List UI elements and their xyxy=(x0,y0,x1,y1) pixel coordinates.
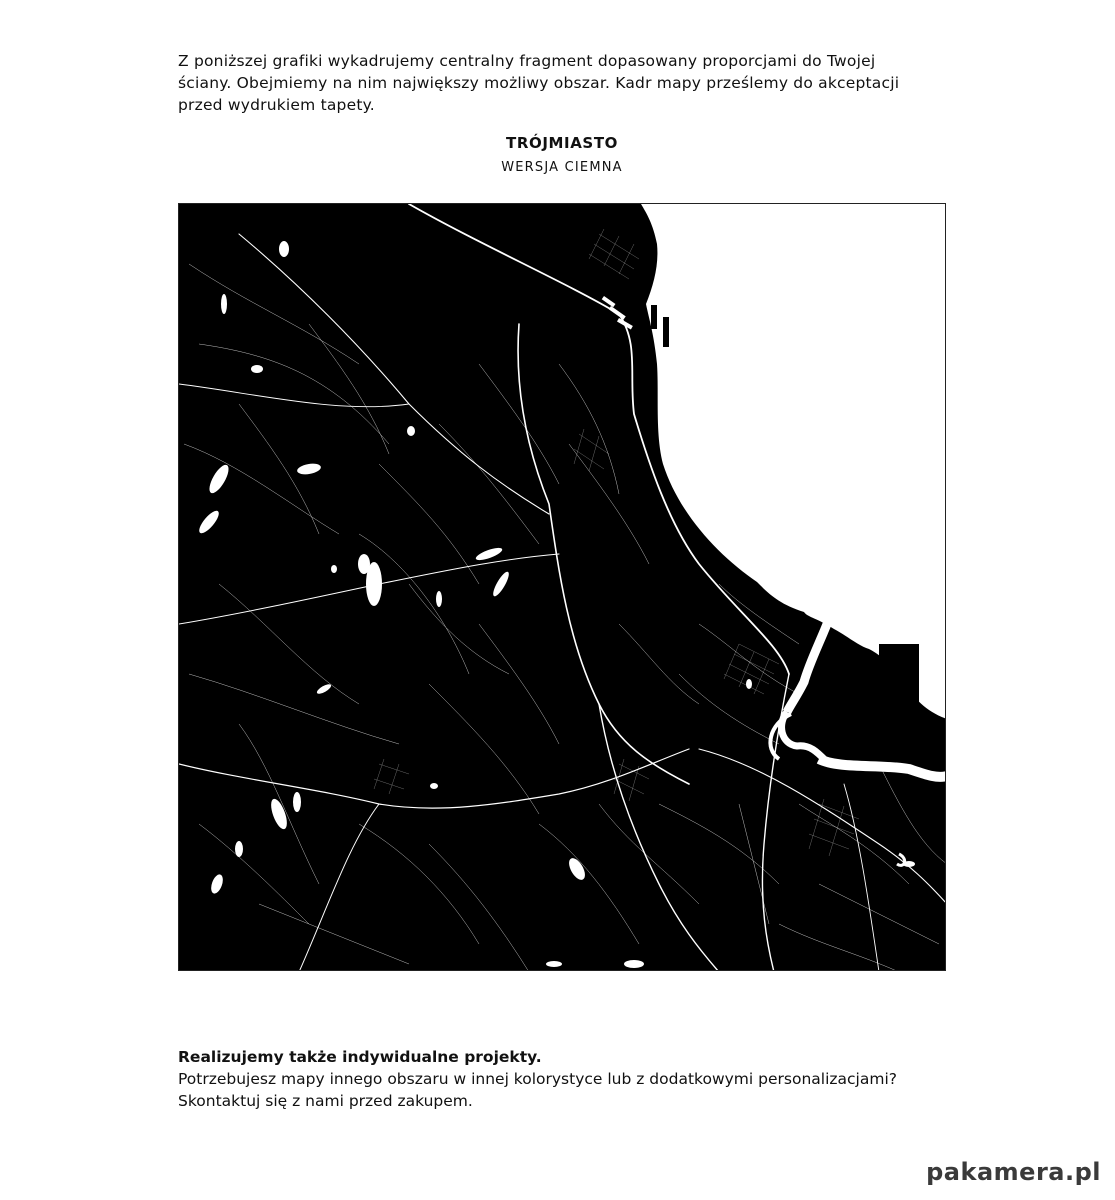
intro-line-3: przed wydrukiem tapety. xyxy=(178,96,375,114)
map-subtitle: WERSJA CIEMNA xyxy=(501,160,623,175)
custom-projects-heading: Realizujemy także indywidualne projekty. xyxy=(178,1048,542,1066)
map-image xyxy=(178,203,946,971)
port-terminal xyxy=(879,644,919,704)
map-title: TRÓJMIASTO xyxy=(505,134,619,152)
map-svg xyxy=(179,204,946,971)
intro-line-2: ściany. Obejmiemy na nim największy możliwy obszar. Kadr mapy prześlemy do akceptacji xyxy=(178,74,900,92)
custom-projects-note xyxy=(178,1046,1038,1112)
intro-line-1: Z poniższej grafiki wykadrujemy centralny fragment dopasowany proporcjami do Twojej xyxy=(178,52,876,70)
custom-projects-line-1: Potrzebujesz mapy innego obszaru w innej kolorystyce lub z dodatkowymi personalizacjami? xyxy=(178,1070,897,1088)
custom-projects-line-2: Skontaktuj się z nami przed zakupem. xyxy=(178,1092,473,1110)
pakamera-logo: pakamera.pl xyxy=(926,1158,1101,1186)
intro-text xyxy=(178,50,938,116)
